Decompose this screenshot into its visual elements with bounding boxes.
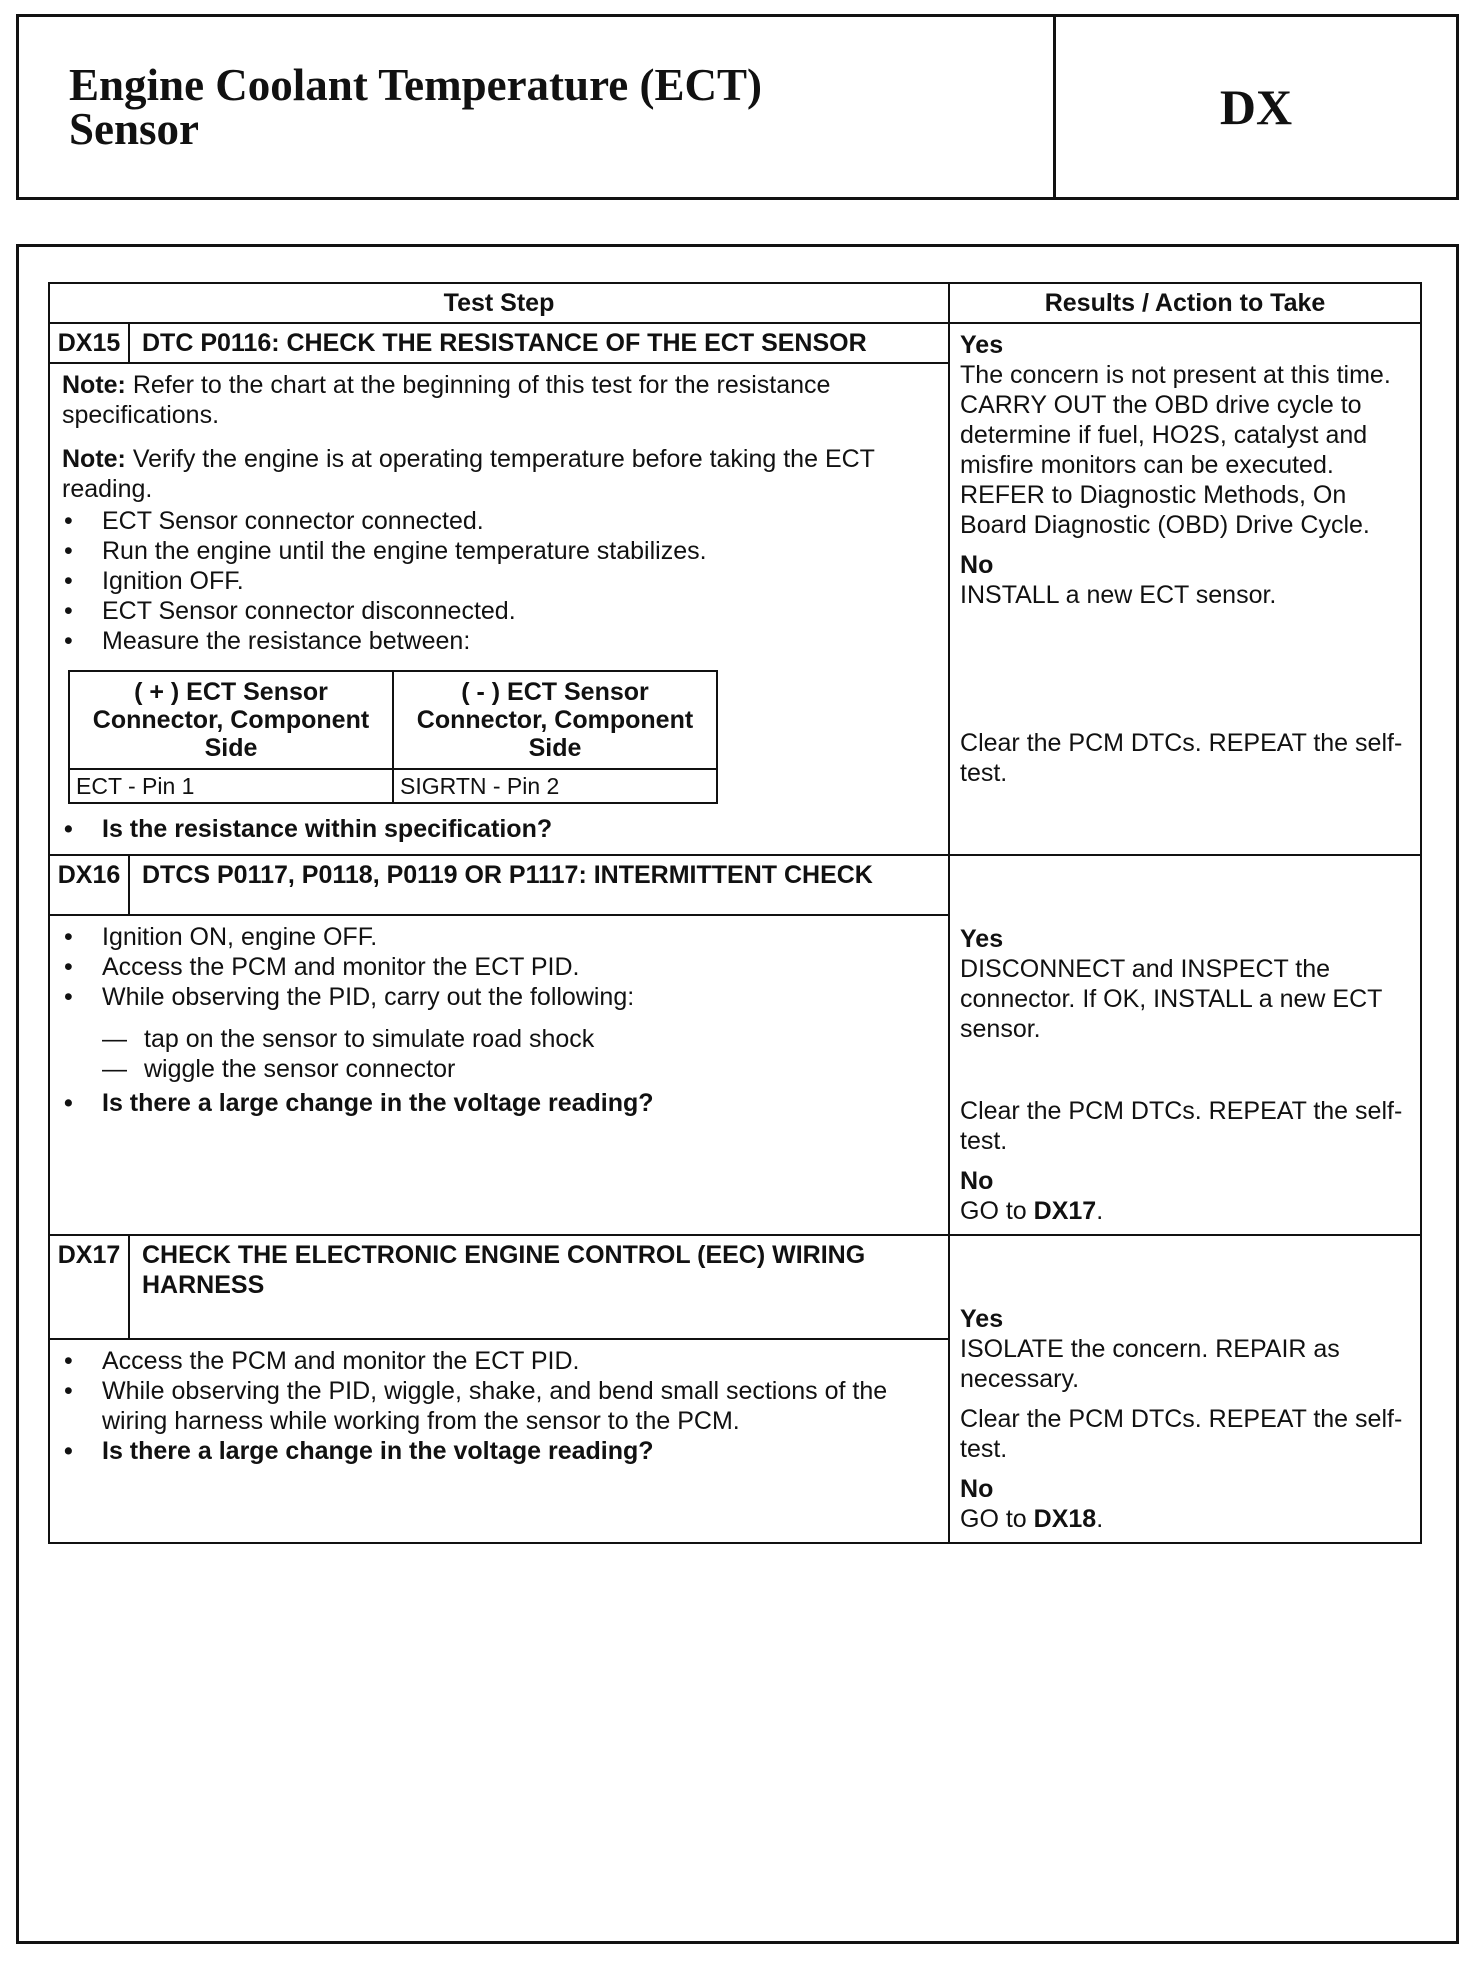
list-item: • Access the PCM and monitor the ECT PID.	[62, 1346, 936, 1376]
step-number: DX15	[49, 323, 129, 363]
step-question-list	[62, 814, 936, 844]
note-text: Refer to the chart at the beginning of this test for the resistance specifications.	[62, 371, 831, 429]
diagnostic-table	[48, 282, 1422, 1544]
step-bullets	[62, 506, 936, 656]
clear-text: Clear the PCM DTCs. REPEAT the self-test.	[960, 1405, 1403, 1463]
no-prefix: GO to	[960, 1197, 1034, 1225]
note-label: Note:	[62, 445, 126, 473]
note	[62, 444, 936, 504]
pin-table-row	[69, 769, 717, 803]
list-item: • Ignition OFF.	[62, 566, 936, 596]
page-title	[19, 17, 1056, 197]
step-dx16-title-row	[49, 855, 1421, 915]
results-header: Results / Action to Take	[949, 283, 1421, 323]
no-prefix: GO to	[960, 1505, 1034, 1533]
step-dx17-body	[49, 1339, 949, 1543]
list-item: • Run the engine until the engine temperature stabilizes.	[62, 536, 936, 566]
note	[62, 370, 936, 430]
step-bullets	[62, 922, 936, 1012]
step-question: • Is the resistance within specification?	[62, 814, 936, 844]
no-suffix: .	[1096, 1505, 1104, 1533]
no-label: No	[960, 1167, 994, 1195]
step-sub-items	[62, 1024, 936, 1084]
list-item: • Access the PCM and monitor the ECT PID.	[62, 952, 936, 982]
step-question-list	[62, 1088, 936, 1118]
pin-cell: ECT - Pin 1	[69, 769, 393, 803]
pin-table-header-row	[69, 671, 717, 769]
step-bullets	[62, 1346, 936, 1436]
header-box	[16, 14, 1459, 200]
no-text	[960, 1196, 1410, 1226]
yes-label: Yes	[960, 925, 1004, 953]
list-item: • ECT Sensor connector connected.	[62, 506, 936, 536]
step-dx15-body	[49, 363, 949, 855]
step-link-dx17[interactable]: DX17	[1033, 1197, 1097, 1225]
list-item: • While observing the PID, carry out the following:	[62, 982, 936, 1012]
step-title: DTC P0116: CHECK THE RESISTANCE OF THE ECT SENSOR	[129, 323, 949, 363]
list-item: • Ignition ON, engine OFF.	[62, 922, 936, 952]
step-question-list	[62, 1436, 936, 1466]
pin-header-negative: ( - ) ECT Sensor Connector, Component Side	[393, 671, 717, 769]
no-label: No	[960, 551, 994, 579]
note-label: Note:	[62, 371, 126, 399]
yes-text: ISOLATE the concern. REPAIR as necessary.	[960, 1335, 1340, 1393]
step-title: CHECK THE ELECTRONIC ENGINE CONTROL (EEC) WIRING HARNESS	[129, 1235, 949, 1339]
title-line-2: Sensor	[69, 104, 200, 154]
step-dx16-results	[949, 855, 1421, 1235]
list-item: — wiggle the sensor connector	[62, 1054, 936, 1084]
step-question: • Is there a large change in the voltage reading?	[62, 1436, 936, 1466]
list-item: — tap on the sensor to simulate road shock	[62, 1024, 936, 1054]
step-dx17-results	[949, 1235, 1421, 1543]
step-question: • Is there a large change in the voltage reading?	[62, 1088, 936, 1118]
step-number: DX17	[49, 1235, 129, 1339]
step-dx15-results	[949, 323, 1421, 855]
list-item: • While observing the PID, wiggle, shake, and bend small sections of the wiring harness while working from the sensor to the PCM.	[62, 1376, 936, 1436]
test-step-header: Test Step	[49, 283, 949, 323]
list-item: • Measure the resistance between:	[62, 626, 936, 656]
yes-label: Yes	[960, 1305, 1004, 1333]
list-item: • ECT Sensor connector disconnected.	[62, 596, 936, 626]
title-line-1: Engine Coolant Temperature (ECT)	[69, 60, 762, 110]
clear-text: Clear the PCM DTCs. REPEAT the self-test.	[960, 1097, 1403, 1155]
note-text: Verify the engine is at operating temperature before taking the ECT reading.	[62, 445, 875, 503]
pin-cell: SIGRTN - Pin 2	[393, 769, 717, 803]
no-text	[960, 1504, 1410, 1534]
step-dx15-title-row	[49, 323, 1421, 363]
yes-text: DISCONNECT and INSPECT the connector. If OK, INSTALL a new ECT sensor.	[960, 955, 1382, 1043]
no-label: No	[960, 1475, 994, 1503]
step-dx17-title-row	[49, 1235, 1421, 1339]
pin-header-positive: ( + ) ECT Sensor Connector, Component Side	[69, 671, 393, 769]
yes-label: Yes	[960, 331, 1004, 359]
section-code: DX	[1219, 79, 1293, 135]
clear-text: Clear the PCM DTCs. REPEAT the self-test.	[960, 729, 1403, 787]
yes-text: The concern is not present at this time. CARRY OUT the OBD drive cycle to determine if fuel, HO2S, catalyst and misfire monitors can be executed. REFER to Diagnostic Methods, On Board Diagnostic (OBD) Drive Cycle.	[960, 361, 1391, 539]
step-number: DX16	[49, 855, 129, 915]
step-dx16-body	[49, 915, 949, 1235]
step-title: DTCS P0117, P0118, P0119 OR P1117: INTERMITTENT CHECK	[129, 855, 949, 915]
pin-table	[68, 670, 718, 804]
no-suffix: .	[1096, 1197, 1104, 1225]
no-text: INSTALL a new ECT sensor.	[960, 581, 1277, 609]
table-header-row	[49, 283, 1421, 323]
step-link-dx18[interactable]: DX18	[1033, 1505, 1097, 1533]
